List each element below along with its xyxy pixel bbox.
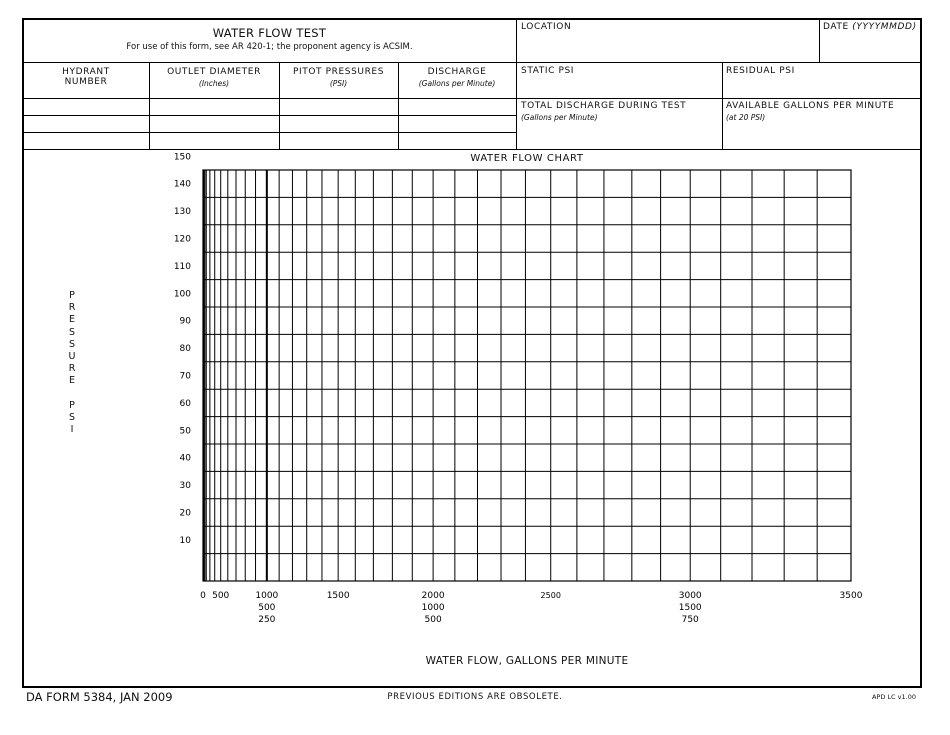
y-tick-label: 90 [179,316,191,327]
y-axis-label: P R E S S U R E P S I [68,290,76,436]
y-tick-label: 10 [179,535,191,546]
obsolete-notice: PREVIOUS EDITIONS ARE OBSOLETE. [387,692,563,702]
x-tick-label: 1500 [678,603,702,613]
location-label: LOCATION [521,22,572,32]
y-tick-label: 50 [179,426,191,437]
y-tick-label: 110 [173,261,191,272]
y-tick-label: 120 [173,234,191,245]
y-tick-label: 30 [179,481,191,492]
discharge-header: DISCHARGE (Gallons per Minute) [418,67,496,88]
hydrant-header: HYDRANT NUMBER [62,67,110,87]
x-axis-label: WATER FLOW, GALLONS PER MINUTE [425,655,629,667]
form-title: WATER FLOW TEST [212,26,327,40]
x-tick-label: 0 [200,591,206,601]
x-tick-label: 1000 [255,591,279,601]
x-tick-label: 750 [681,615,699,625]
version-label: APD LC v1.00 [872,693,916,701]
chart-title: WATER FLOW CHART [470,153,584,164]
pitot-header: PITOT PRESSURES (PSI) [292,67,385,88]
x-tick-label: 2000 [421,591,445,601]
date-format: (YYYYMMDD) [852,22,917,32]
y-tick-label: 150 [173,152,191,163]
chart-plot-border [203,170,851,581]
x-tick-label: 500 [212,591,230,601]
residual-psi-label: RESIDUAL PSI [726,66,795,76]
y-tick-label: 140 [173,179,191,190]
form-subtitle: For use of this form, see AR 420-1; the proponent agency is ACSIM. [126,42,413,52]
x-tick-label: 2500 [540,591,561,600]
y-tick-label: 80 [179,344,191,355]
y-tick-label: 100 [173,289,191,300]
available-gpm-label: AVAILABLE GALLONS PER MINUTE (at 20 PSI) [726,101,895,122]
y-tick-label: 40 [179,453,191,464]
y-tick-label: 20 [179,508,191,519]
x-tick-label: 3000 [678,591,702,601]
y-tick-label: 60 [179,398,191,409]
y-tick-label: 70 [179,371,191,382]
outlet-header: OUTLET DIAMETER (Inches) [167,67,261,88]
x-tick-label: 500 [424,615,442,625]
total-discharge-label: TOTAL DISCHARGE DURING TEST (Gallons per Minute) [521,101,687,122]
y-tick-label: 130 [173,207,191,218]
static-psi-label: STATIC PSI [521,66,575,76]
x-tick-label: 1500 [326,591,350,601]
x-tick-label: 500 [258,603,276,613]
x-tick-label: 3500 [839,591,863,601]
x-tick-label: 250 [258,615,276,625]
form-number: DA FORM 5384, JAN 2009 [26,690,173,704]
x-tick-label: 1000 [421,603,445,613]
date-label: DATE (YYYYMMDD) [823,22,917,32]
